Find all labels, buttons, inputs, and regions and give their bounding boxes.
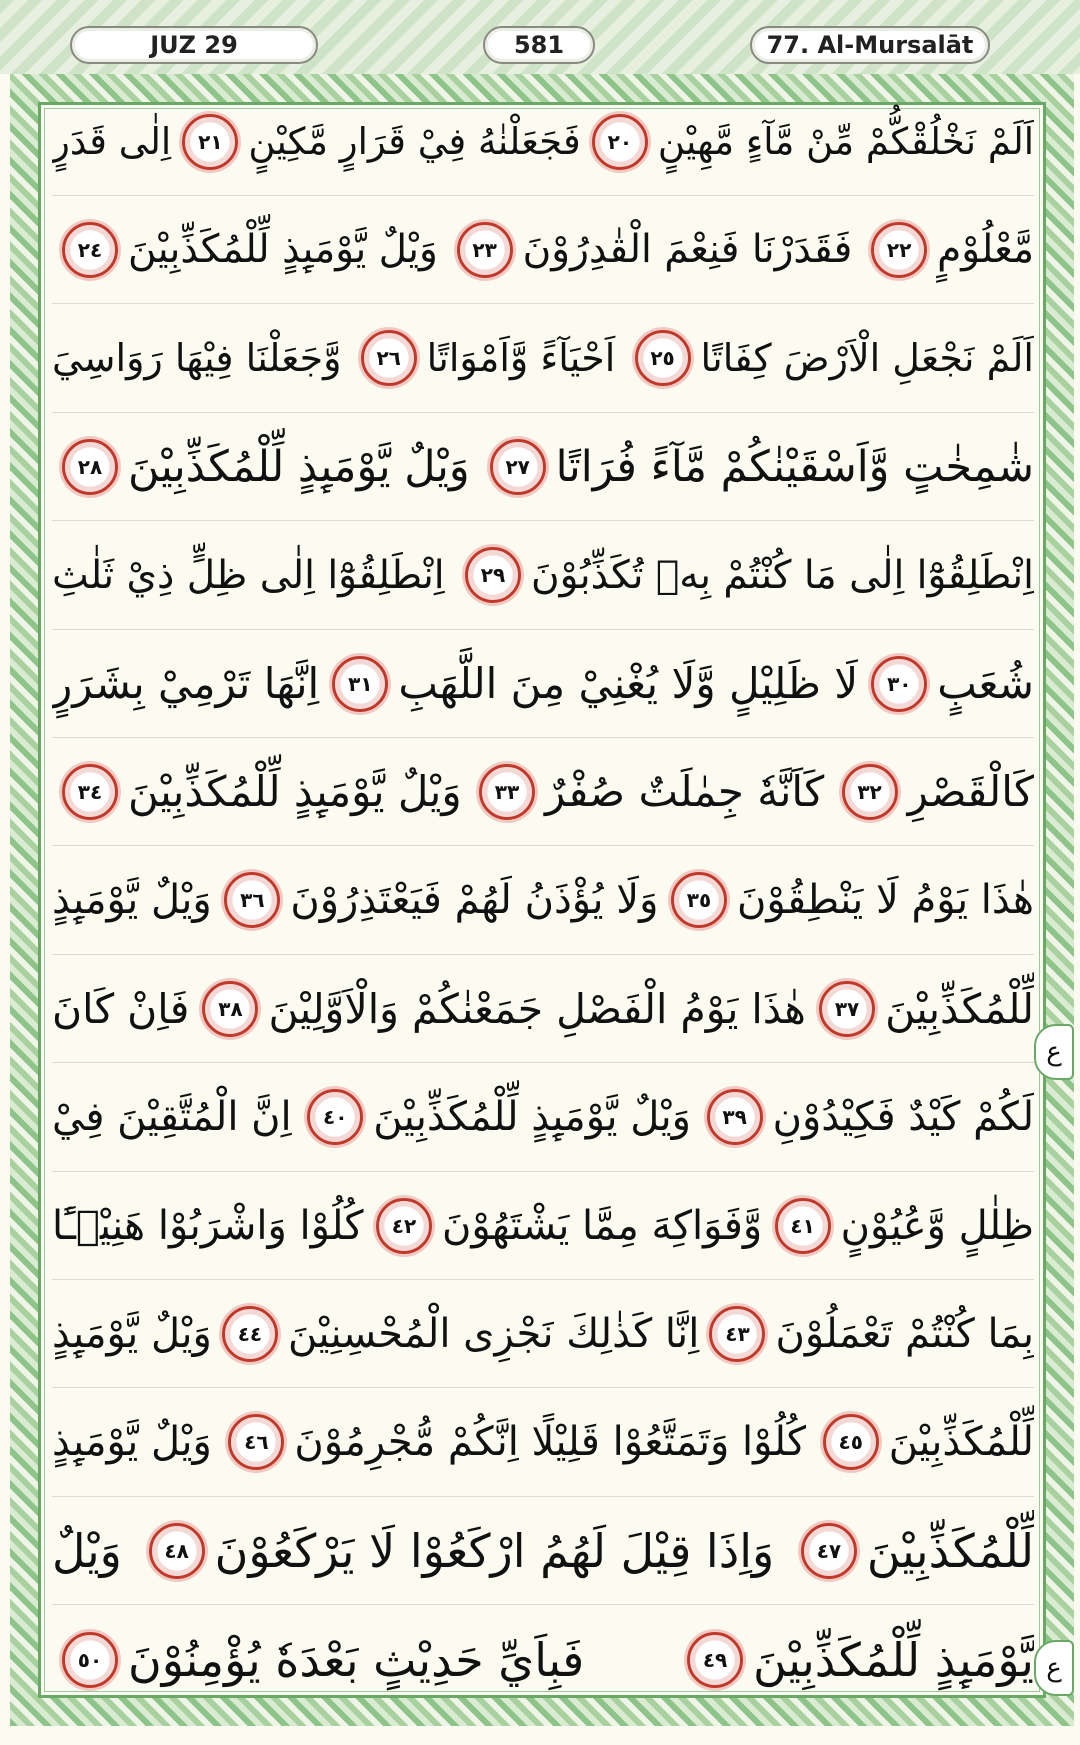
verse-segment [218,1414,806,1470]
ayah-number-marker: ٤٨ [149,1523,205,1579]
verse-text: هٰذَا يَوْمُ الْفَصْلِ جَمَعْنٰكُمْ وَالْاَوَّلِيْنَ [268,984,806,1033]
verse-text: وَّفَوَاكِهَ مِمَّا يَشْتَهُوْنَ [441,1202,763,1249]
ayah-number-marker: ٢٠ [592,114,648,170]
text-line [52,1389,1034,1497]
verse-segment [480,439,1034,495]
page-header [0,0,1080,74]
text-line [52,305,1034,413]
ayah-number-marker: ٤٧ [801,1523,857,1579]
text-line [52,1280,1034,1388]
text-line [52,847,1034,955]
ayah-number-marker: ٤٩ [687,1632,743,1688]
verse-text: شٰمِخٰتٍ وَّاَسْقَيْنٰكُمْ مَّآءً فُرَاتًا [555,441,1034,492]
ruku-side-marker: ع [1034,1024,1074,1080]
ayah-number-marker: ٣٤ [62,764,118,820]
verse-text: لَكُمْ كَيْدٌ فَكِيْدُوْنِ [772,1094,1034,1141]
ayah-number-marker: ٤٤ [222,1306,278,1362]
ruku-side-marker: ع [1034,1640,1074,1696]
verse-text: اِنْطَلِقُوْٓا اِلٰى ظِلٍّ ذِيْ ثَلٰثِ [52,552,445,598]
text-line [52,88,1034,196]
page-number: 581 [483,26,595,64]
verse-segment [52,1632,584,1688]
verse-text: وَيْلٌ يَّوْمَىِٕذٍ لِّلْمُكَذِّبِيْنَ [128,227,438,273]
ayah-number-marker: ٣٨ [202,981,258,1037]
surah-title: 77. Al-Mursalāt [750,26,990,64]
verse-text: اَلَمْ نَخْلُقْكُّمْ مِّنْ مَّآءٍ مَّهِيْنٍ [657,120,1034,163]
verse-text: لِّلْمُكَذِّبِيْنَ [888,1419,1034,1466]
verse-segment [52,764,462,820]
verse-segment [469,764,824,820]
ayah-number-marker: ٣٢ [842,764,898,820]
verse-text: فَبِاَيِّ حَدِيْثٍ بَعْدَهٗ يُؤْمِنُوْنَ [128,1632,585,1687]
verse-text: وَيْلٌ يَّوْمَىِٕذٍ [52,877,212,924]
verse-text: وَلَا يُؤْذَنُ لَهُمْ فَيَعْتَذِرُوْنَ [290,877,659,924]
verse-segment [192,981,805,1037]
ayah-number-marker: ٣٦ [224,872,280,928]
ayah-number-marker: ٢٨ [62,439,118,495]
ayah-number-marker: ٣٣ [479,764,535,820]
verse-text: وَيْلٌ يَّوْمَىِٕذٍ [52,1419,212,1466]
verse-segment [661,872,1034,928]
verse-segment [697,1089,1034,1145]
verse-segment [791,1523,1034,1579]
verse-text: مَّعْلُوْمٍ [937,227,1034,273]
verse-segment [351,330,616,386]
verse-segment [139,1523,775,1579]
text-line [52,1172,1034,1280]
ayah-number-marker: ٢١ [182,114,238,170]
ayah-number-marker: ٢٢ [871,222,927,278]
verse-text: وَيْلٌ [52,1523,122,1578]
verse-text: كَالْقَصْرِ [907,767,1034,817]
text-line [52,1497,1034,1605]
ayah-number-marker: ٤١ [775,1198,831,1254]
verse-text: شُعَبٍ [937,659,1034,708]
verse-text: اِنْطَلِقُوْٓا اِلٰى مَا كُنْتُمْ بِهٖ تُكَذِّبُوْنَ [530,552,1034,598]
text-line [52,955,1034,1063]
verse-text: وَّجَعَلْنَا فِيْهَا رَوَاسِيَ [52,336,342,381]
verse-text: اِنَّ الْمُتَّقِيْنَ فِيْ [52,1094,292,1141]
verse-text: فَاِنْ كَانَ [52,984,190,1033]
verse-segment [52,1311,212,1357]
ayah-number-marker: ٢٤ [62,222,118,278]
verse-segment [322,656,858,712]
juz-label: JUZ 29 [70,26,318,64]
verse-segment [212,1306,699,1362]
ayah-number-marker: ٢٩ [465,547,521,603]
text-line [52,1064,1034,1172]
verse-text: اَلَمْ نَجْعَلِ الْاَرْضَ كِفَاتًا [700,336,1034,381]
verse-segment [52,336,341,380]
verse-segment [765,1198,1034,1254]
verse-segment [809,981,1034,1037]
verse-segment [699,1306,1034,1362]
verse-text: كَاَنَّهٗ جِمٰلَتٌ صُفْرٌ [545,767,825,817]
ayah-number-marker: ٣١ [332,656,388,712]
verse-segment [52,1203,364,1249]
verse-text: وَيْلٌ يَّوْمَىِٕذٍ لِّلْمُكَذِّبِيْنَ [373,1094,691,1141]
verse-text: لِّلْمُكَذِّبِيْنَ [885,984,1034,1033]
ayah-number-marker: ٤٢ [376,1198,432,1254]
verse-text: بِمَا كُنْتُمْ تَعْمَلُوْنَ [775,1310,1034,1357]
text-line [52,1606,1034,1714]
verse-segment [677,1632,1034,1688]
verse-segment [214,872,658,928]
verse-segment [52,553,445,598]
ayah-number-marker: ٥٠ [62,1632,118,1688]
verse-text: لَا ظَلِيْلٍ وَّلَا يُغْنِيْ مِنَ اللَّهَبِ [398,659,859,708]
verse-text: وَاِذَا قِيْلَ لَهُمُ ارْكَعُوْا لَا يَرْكَعُوْنَ [214,1523,775,1578]
text-line [52,630,1034,738]
verse-segment [52,120,171,163]
verse-segment [861,656,1034,712]
verse-text: كُلُوْا وَتَمَتَّعُوْا قَلِيْلًا اِنَّكُمْ مُّجْرِمُوْنَ [294,1419,807,1466]
verse-text: وَيْلٌ يَّوْمَىِٕذٍ [52,1310,212,1357]
verse-segment [861,222,1034,278]
ayah-number-marker: ٤٣ [709,1306,765,1362]
verse-segment [52,659,319,708]
verse-segment [582,114,1034,170]
verse-segment [172,114,580,170]
verse-segment [52,439,470,495]
verse-segment [813,1414,1034,1470]
verse-segment [52,1419,212,1465]
quran-text-body [40,88,1046,1714]
ayah-number-marker: ٤٠ [307,1089,363,1145]
verse-text: وَيْلٌ يَّوْمَىِٕذٍ لِّلْمُكَذِّبِيْنَ [128,767,462,817]
verse-text: لِّلْمُكَذِّبِيْنَ [866,1523,1034,1578]
verse-text: كُلُوْا وَاشْرَبُوْا هَنِيْۤـًٔا [52,1202,364,1249]
ayah-number-marker: ٢٥ [635,330,691,386]
verse-segment [625,330,1034,386]
ayah-number-marker: ٢٦ [361,330,417,386]
ayah-number-marker: ٢٣ [457,222,513,278]
ayah-number-marker: ٣٧ [819,981,875,1037]
ayah-number-marker: ٣٥ [671,872,727,928]
verse-text: اَحْيَآءً وَّاَمْوَاتًا [426,336,616,381]
text-line [52,522,1034,630]
verse-segment [52,985,189,1033]
verse-segment [366,1198,762,1254]
verse-text: اِنَّا كَذٰلِكَ نَجْزِى الْمُحْسِنِيْنَ [287,1310,700,1357]
verse-segment [455,547,1034,603]
verse-segment [52,222,438,278]
verse-text: فَقَدَرْنَا فَنِعْمَ الْقٰدِرُوْنَ [522,227,853,273]
ayah-number-marker: ٣٩ [707,1089,763,1145]
verse-text: وَيْلٌ يَّوْمَىِٕذٍ لِّلْمُكَذِّبِيْنَ [128,441,470,492]
verse-text: هٰذَا يَوْمُ لَا يَنْطِقُوْنَ [736,877,1034,924]
verse-segment [297,1089,691,1145]
text-line [52,413,1034,521]
ayah-number-marker: ٢٧ [490,439,546,495]
ayah-number-marker: ٣٠ [871,656,927,712]
verse-text: اِلٰى قَدَرٍ [52,120,172,163]
ayah-number-marker: ٤٥ [823,1414,879,1470]
ayah-number-marker: ٤٦ [228,1414,284,1470]
verse-text: اِنَّهَا تَرْمِيْ بِشَرَرٍ [52,659,320,708]
verse-text: فَجَعَلْنٰهُ فِيْ قَرَارٍ مَّكِيْنٍ [248,120,581,163]
verse-segment [832,764,1034,820]
verse-segment [52,1094,292,1140]
verse-segment [52,877,212,923]
verse-text: ظِلٰلٍ وَّعُيُوْنٍ [840,1202,1034,1249]
verse-segment [52,1524,122,1578]
verse-text: يَّوْمَىِٕذٍ لِّلْمُكَذِّبِيْنَ [753,1632,1034,1687]
text-line [52,738,1034,846]
text-line [52,196,1034,304]
verse-segment [447,222,853,278]
